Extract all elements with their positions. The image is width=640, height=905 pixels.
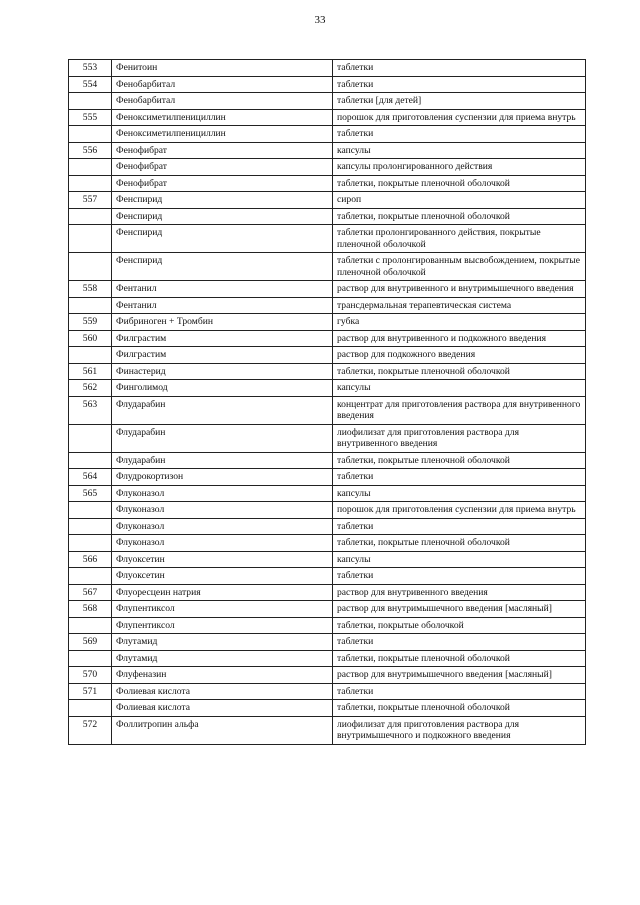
dosage-form-cell: раствор для внутривенного и внутримышечного введения (333, 281, 586, 298)
drug-name-cell: Фенспирид (112, 253, 333, 281)
dosage-form-cell: раствор для подкожного введения (333, 347, 586, 364)
table-row (69, 380, 586, 397)
row-number-cell (69, 347, 112, 364)
table-row (69, 650, 586, 667)
dosage-form-cell: порошок для приготовления суспензии для приема внутрь (333, 502, 586, 519)
dosage-form-cell: концентрат для приготовления раствора для внутривенного введения (333, 396, 586, 424)
row-number-cell: 564 (69, 469, 112, 486)
drug-name-cell: Фенспирид (112, 225, 333, 253)
row-number-cell: 570 (69, 667, 112, 684)
drug-name-cell: Фенспирид (112, 208, 333, 225)
row-number-cell (69, 535, 112, 552)
dosage-form-cell: таблетки [для детей] (333, 93, 586, 110)
row-number-cell (69, 126, 112, 143)
dosage-form-cell: таблетки, покрытые пленочной оболочкой (333, 452, 586, 469)
table-row (69, 568, 586, 585)
table-row (69, 452, 586, 469)
table-row (69, 159, 586, 176)
table-row (69, 617, 586, 634)
row-number-cell (69, 650, 112, 667)
row-number-cell: 556 (69, 142, 112, 159)
table-row (69, 93, 586, 110)
dosage-form-cell: таблетки, покрытые пленочной оболочкой (333, 650, 586, 667)
dosage-form-cell: таблетки, покрытые пленочной оболочкой (333, 535, 586, 552)
table-row (69, 109, 586, 126)
row-number-cell: 563 (69, 396, 112, 424)
row-number-cell: 565 (69, 485, 112, 502)
table-row (69, 253, 586, 281)
drug-name-cell: Фенофибрат (112, 159, 333, 176)
table-row (69, 485, 586, 502)
drug-list-table (68, 59, 586, 745)
drug-name-cell: Фенофибрат (112, 142, 333, 159)
table-row (69, 469, 586, 486)
row-number-cell (69, 502, 112, 519)
dosage-form-cell: сироп (333, 192, 586, 209)
table-row (69, 683, 586, 700)
row-number-cell (69, 424, 112, 452)
table-row (69, 535, 586, 552)
row-number-cell: 572 (69, 716, 112, 744)
table-row (69, 225, 586, 253)
drug-name-cell: Флуконазол (112, 485, 333, 502)
table-row (69, 175, 586, 192)
dosage-form-cell: капсулы (333, 485, 586, 502)
table-row (69, 667, 586, 684)
row-number-cell (69, 617, 112, 634)
table-row (69, 518, 586, 535)
dosage-form-cell: таблетки, покрытые оболочкой (333, 617, 586, 634)
table-row (69, 601, 586, 618)
table-row (69, 363, 586, 380)
dosage-form-cell: капсулы (333, 380, 586, 397)
dosage-form-cell: губка (333, 314, 586, 331)
dosage-form-cell: трансдермальная терапевтическая система (333, 297, 586, 314)
drug-name-cell: Флударабин (112, 396, 333, 424)
drug-name-cell: Флупентиксол (112, 617, 333, 634)
dosage-form-cell: порошок для приготовления суспензии для приема внутрь (333, 109, 586, 126)
dosage-form-cell: таблетки (333, 76, 586, 93)
drug-name-cell: Финастерид (112, 363, 333, 380)
dosage-form-cell: таблетки (333, 568, 586, 585)
row-number-cell: 560 (69, 330, 112, 347)
table-row (69, 584, 586, 601)
drug-name-cell: Флуфеназин (112, 667, 333, 684)
table-row (69, 142, 586, 159)
row-number-cell (69, 208, 112, 225)
row-number-cell: 558 (69, 281, 112, 298)
drug-name-cell: Фенобарбитал (112, 76, 333, 93)
drug-name-cell: Фоллитропин альфа (112, 716, 333, 744)
table-row (69, 347, 586, 364)
row-number-cell: 571 (69, 683, 112, 700)
row-number-cell (69, 93, 112, 110)
table-row (69, 126, 586, 143)
drug-name-cell: Фолиевая кислота (112, 683, 333, 700)
table-row (69, 76, 586, 93)
row-number-cell: 568 (69, 601, 112, 618)
dosage-form-cell: таблетки, покрытые пленочной оболочкой (333, 363, 586, 380)
table-row (69, 700, 586, 717)
drug-name-cell: Филграстим (112, 330, 333, 347)
row-number-cell (69, 159, 112, 176)
drug-name-cell: Фолиевая кислота (112, 700, 333, 717)
dosage-form-cell: таблетки пролонгированного действия, покрытые пленочной оболочкой (333, 225, 586, 253)
drug-name-cell: Феноксиметилпенициллин (112, 126, 333, 143)
dosage-form-cell: таблетки, покрытые пленочной оболочкой (333, 208, 586, 225)
drug-name-cell: Филграстим (112, 347, 333, 364)
drug-name-cell: Флупентиксол (112, 601, 333, 618)
row-number-cell: 555 (69, 109, 112, 126)
row-number-cell: 567 (69, 584, 112, 601)
page-number: 33 (314, 14, 326, 26)
drug-name-cell: Фентанил (112, 297, 333, 314)
dosage-form-cell: лиофилизат для приготовления раствора для внутривенного введения (333, 424, 586, 452)
dosage-form-cell: таблетки (333, 60, 586, 77)
row-number-cell (69, 452, 112, 469)
dosage-form-cell: таблетки (333, 126, 586, 143)
row-number-cell (69, 253, 112, 281)
dosage-form-cell: раствор для внутривенного введения (333, 584, 586, 601)
table-row (69, 502, 586, 519)
table-row (69, 281, 586, 298)
table-row (69, 314, 586, 331)
drug-name-cell: Флуконазол (112, 502, 333, 519)
dosage-form-cell: капсулы (333, 551, 586, 568)
drug-name-cell: Флуконазол (112, 518, 333, 535)
drug-name-cell: Финголимод (112, 380, 333, 397)
row-number-cell: 553 (69, 60, 112, 77)
row-number-cell (69, 297, 112, 314)
row-number-cell: 557 (69, 192, 112, 209)
drug-name-cell: Фенобарбитал (112, 93, 333, 110)
dosage-form-cell: раствор для внутримышечного введения [масляный] (333, 667, 586, 684)
drug-name-cell: Флуоксетин (112, 551, 333, 568)
drug-name-cell: Флутамид (112, 650, 333, 667)
table-body (69, 60, 586, 745)
dosage-form-cell: таблетки (333, 518, 586, 535)
row-number-cell: 562 (69, 380, 112, 397)
drug-name-cell: Флуконазол (112, 535, 333, 552)
row-number-cell: 566 (69, 551, 112, 568)
row-number-cell: 559 (69, 314, 112, 331)
row-number-cell (69, 225, 112, 253)
table-row (69, 716, 586, 744)
drug-name-cell: Фентанил (112, 281, 333, 298)
dosage-form-cell: таблетки с пролонгированным высвобождением, покрытые пленочной оболочкой (333, 253, 586, 281)
drug-name-cell: Флуоресцеин натрия (112, 584, 333, 601)
dosage-form-cell: раствор для внутривенного и подкожного введения (333, 330, 586, 347)
drug-name-cell: Фибриноген + Тромбин (112, 314, 333, 331)
drug-name-cell: Фенитоин (112, 60, 333, 77)
row-number-cell (69, 175, 112, 192)
table-row (69, 396, 586, 424)
dosage-form-cell: раствор для внутримышечного введения [масляный] (333, 601, 586, 618)
drug-name-cell: Флударабин (112, 424, 333, 452)
row-number-cell (69, 518, 112, 535)
row-number-cell: 561 (69, 363, 112, 380)
dosage-form-cell: таблетки (333, 469, 586, 486)
table-row (69, 634, 586, 651)
drug-name-cell: Флудрокортизон (112, 469, 333, 486)
drug-name-cell: Флуоксетин (112, 568, 333, 585)
dosage-form-cell: таблетки (333, 634, 586, 651)
dosage-form-cell: таблетки (333, 683, 586, 700)
table-row (69, 330, 586, 347)
row-number-cell (69, 700, 112, 717)
dosage-form-cell: таблетки, покрытые пленочной оболочкой (333, 700, 586, 717)
drug-name-cell: Флударабин (112, 452, 333, 469)
drug-name-cell: Флутамид (112, 634, 333, 651)
dosage-form-cell: капсулы (333, 142, 586, 159)
table-row (69, 192, 586, 209)
table-row (69, 297, 586, 314)
row-number-cell: 569 (69, 634, 112, 651)
dosage-form-cell: таблетки, покрытые пленочной оболочкой (333, 175, 586, 192)
drug-name-cell: Феноксиметилпенициллин (112, 109, 333, 126)
table-row (69, 551, 586, 568)
table-row (69, 60, 586, 77)
dosage-form-cell: лиофилизат для приготовления раствора для внутримышечного и подкожного введения (333, 716, 586, 744)
row-number-cell: 554 (69, 76, 112, 93)
table-row (69, 424, 586, 452)
table-row (69, 208, 586, 225)
drug-name-cell: Фенофибрат (112, 175, 333, 192)
row-number-cell (69, 568, 112, 585)
drug-name-cell: Фенспирид (112, 192, 333, 209)
dosage-form-cell: капсулы пролонгированного действия (333, 159, 586, 176)
